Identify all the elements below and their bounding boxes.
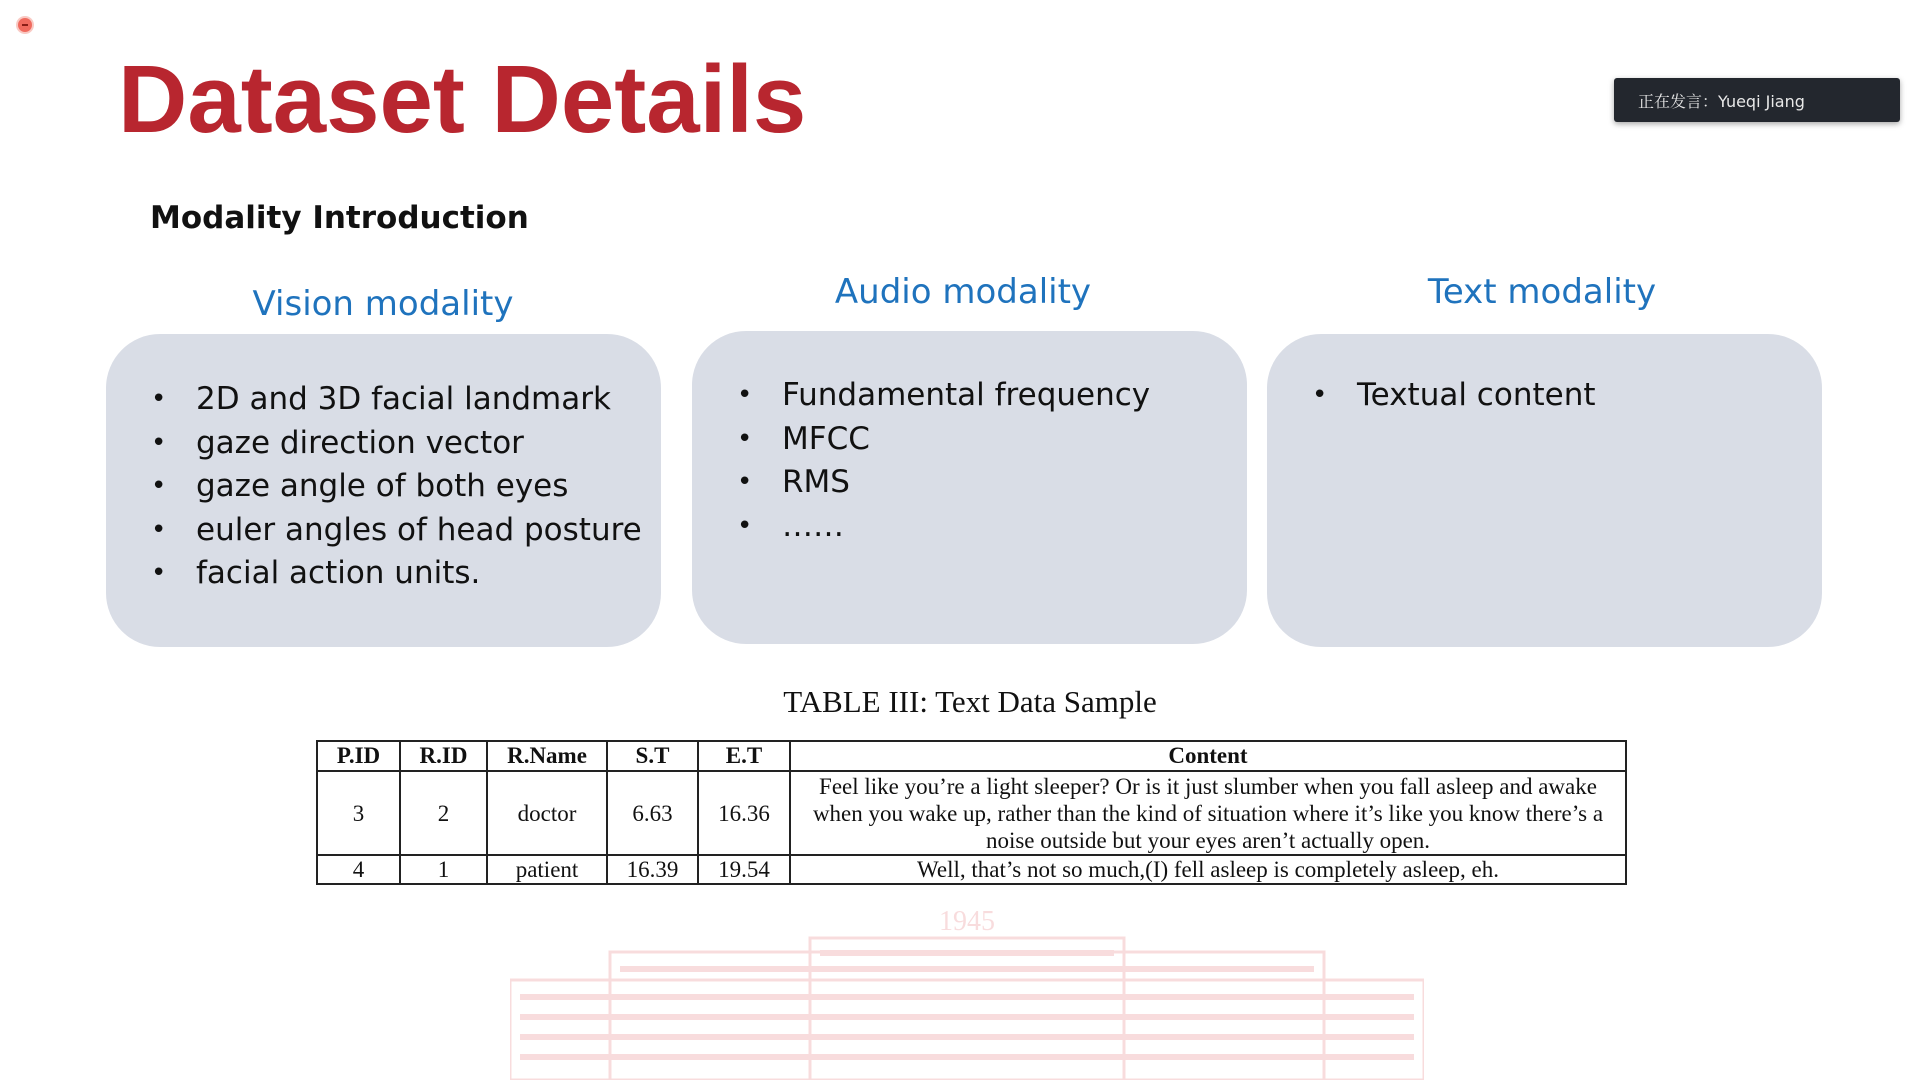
university-building-watermark xyxy=(510,910,1424,1080)
text-modality-card xyxy=(1267,334,1822,647)
list-item: • …… xyxy=(737,505,1247,549)
list-item: • gaze angle of both eyes xyxy=(151,465,661,509)
slide-title: Dataset Details xyxy=(118,46,807,153)
cell-pid: 4 xyxy=(317,855,400,884)
speaker-badge-text: 正在发言：Yueqi Jiang xyxy=(1638,91,1805,111)
cell-et: 19.54 xyxy=(698,855,790,884)
cell-rname: doctor xyxy=(487,771,607,855)
list-item: • RMS xyxy=(737,461,1247,505)
list-item: • facial action units. xyxy=(151,552,661,596)
table-row xyxy=(317,771,1626,855)
cell-et: 16.36 xyxy=(698,771,790,855)
text-modality-title: Text modality xyxy=(1427,272,1657,312)
cell-pid: 3 xyxy=(317,771,400,855)
recording-indicator-icon xyxy=(18,18,32,32)
table-row xyxy=(317,855,1626,884)
vision-modality-title: Vision modality xyxy=(252,284,514,324)
header-rid: R.ID xyxy=(400,741,487,771)
table-caption: TABLE III: Text Data Sample xyxy=(783,684,1157,719)
cell-st: 16.39 xyxy=(607,855,698,884)
cell-rid: 1 xyxy=(400,855,487,884)
list-item: • gaze direction vector xyxy=(151,422,661,466)
cell-rid: 2 xyxy=(400,771,487,855)
audio-modality-list xyxy=(737,374,1247,548)
cell-content: Feel like you’re a light sleeper? Or is it just slumber when you fall asleep and awake when you wake up, rather than the kind of situation where it’s like you know there’s a noise outside but your eyes aren’t actually open. xyxy=(790,771,1626,855)
header-et: E.T xyxy=(698,741,790,771)
list-item: • 2D and 3D facial landmark xyxy=(151,378,661,422)
text-data-sample-table xyxy=(316,740,1627,885)
list-item: • euler angles of head posture xyxy=(151,509,661,553)
header-rname: R.Name xyxy=(487,741,607,771)
slide-subtitle: Modality Introduction xyxy=(150,200,529,236)
cell-rname: patient xyxy=(487,855,607,884)
header-content: Content xyxy=(790,741,1626,771)
vision-modality-card xyxy=(106,334,661,647)
list-item: • Fundamental frequency xyxy=(737,374,1247,418)
list-item: • Textual content xyxy=(1312,374,1822,418)
text-modality-list xyxy=(1312,374,1822,418)
header-st: S.T xyxy=(607,741,698,771)
audio-modality-card xyxy=(692,331,1247,644)
table-header-row xyxy=(317,741,1626,771)
vision-modality-list xyxy=(151,378,661,596)
audio-modality-title: Audio modality xyxy=(834,272,1092,312)
speaker-badge xyxy=(1614,78,1900,122)
header-pid: P.ID xyxy=(317,741,400,771)
cell-content: Well, that’s not so much,(I) fell asleep is completely asleep, eh. xyxy=(790,855,1626,884)
list-item: • MFCC xyxy=(737,418,1247,462)
watermark-year: 1945 xyxy=(939,910,995,937)
cell-st: 6.63 xyxy=(607,771,698,855)
